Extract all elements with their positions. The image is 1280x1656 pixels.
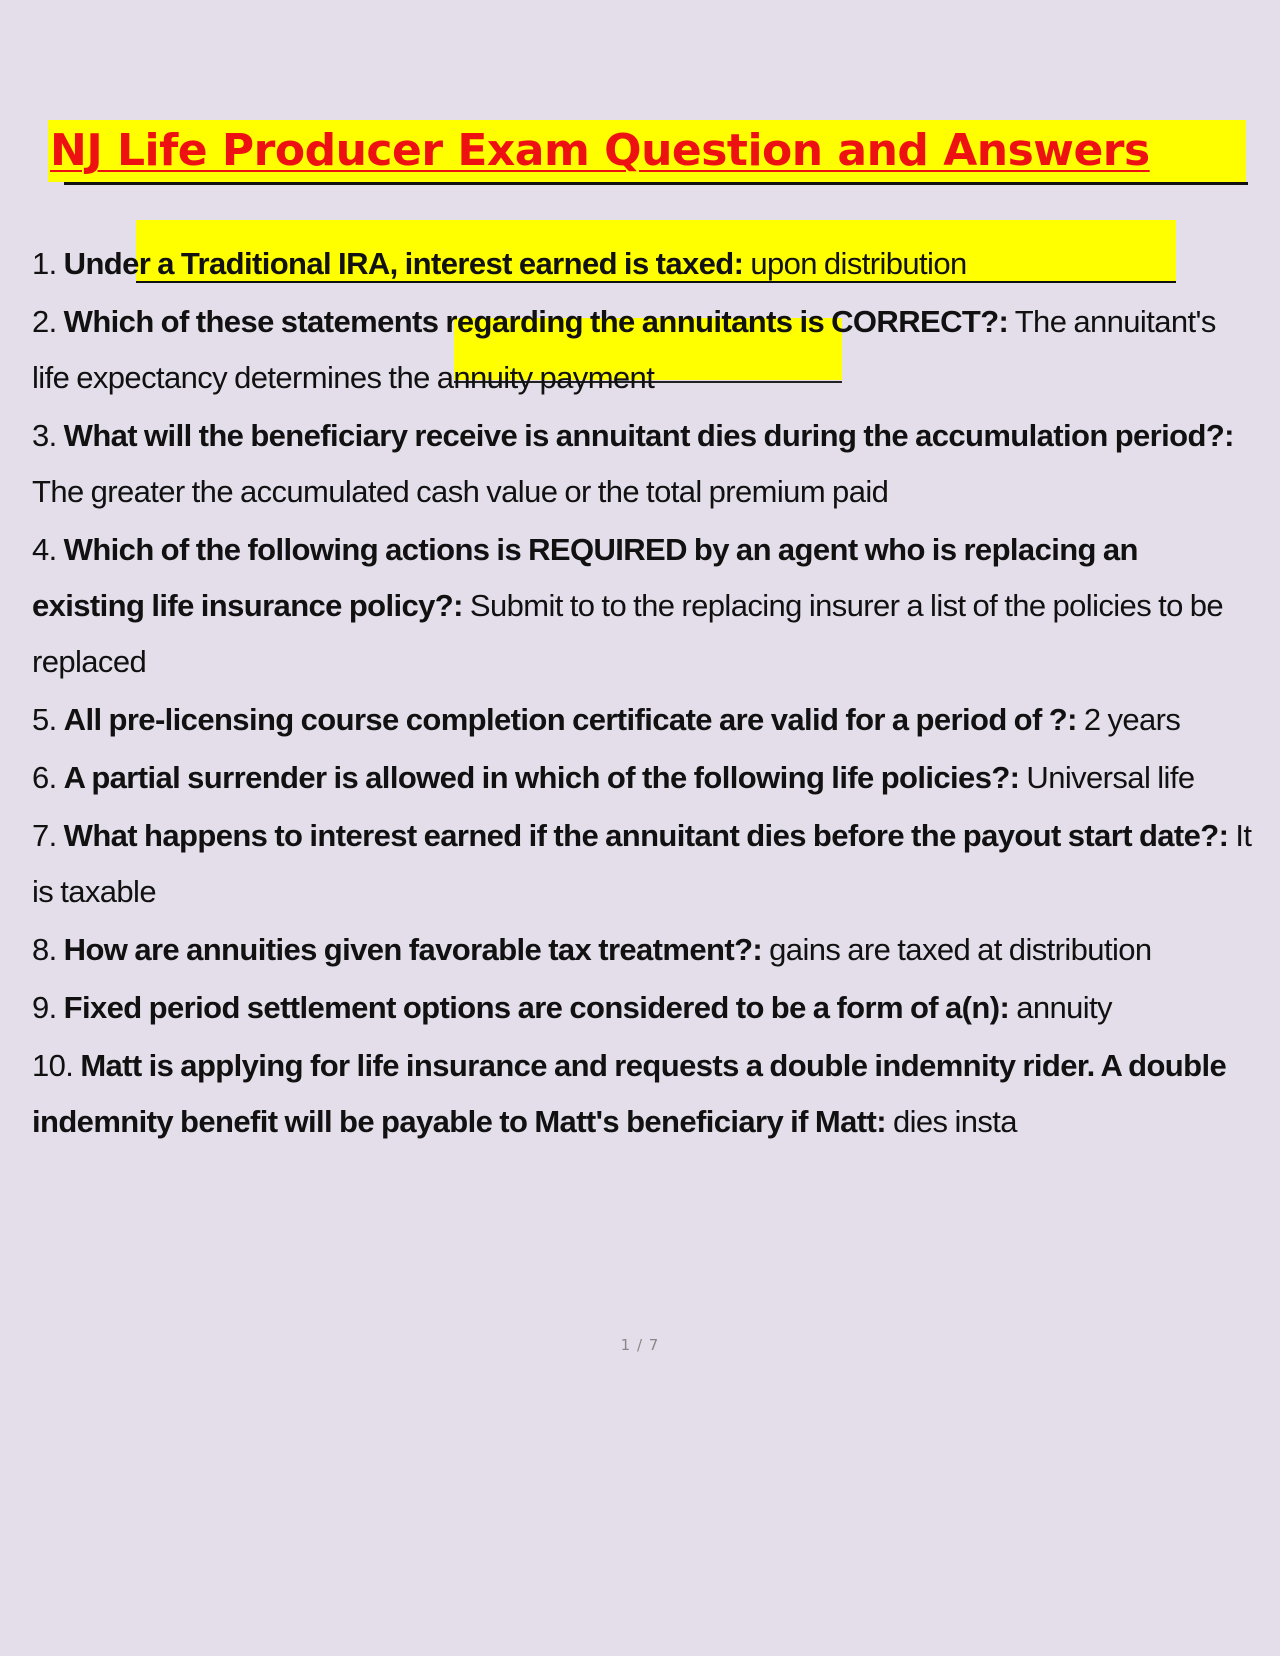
answer-text: gains are taxed at distribution xyxy=(769,932,1152,967)
question-number: 7. xyxy=(32,818,57,853)
question-text: Under a Traditional IRA, interest earned is taxed: xyxy=(63,246,744,281)
question-number: 3. xyxy=(32,418,57,453)
question-text: All pre-licensing course completion certificate are valid for a period of ?: xyxy=(63,702,1077,737)
answer-text: The greater the accumulated cash value or the total premium paid xyxy=(32,474,889,509)
question-item-6 xyxy=(32,750,1252,806)
question-text: A partial surrender is allowed in which of the following life policies?: xyxy=(63,760,1020,795)
answer-text: dies insta xyxy=(892,1104,1017,1139)
answer-text: Submit to to the replacing insurer a list of the policies to be replaced xyxy=(32,588,1224,679)
question-text: What will the beneficiary receive is annuitant dies during the accumulation period?: xyxy=(63,418,1234,453)
answer-text: It is taxable xyxy=(32,818,1252,909)
question-text: How are annuities given favorable tax treatment?: xyxy=(63,932,763,967)
question-text: What happens to interest earned if the annuitant dies before the payout start date?: xyxy=(63,818,1229,853)
question-number: 6. xyxy=(32,760,57,795)
question-item-2 xyxy=(32,294,1252,406)
question-item-10 xyxy=(32,1038,1252,1150)
title-underline-rule xyxy=(64,182,1248,185)
question-item-8 xyxy=(32,922,1252,978)
question-item-3 xyxy=(32,408,1252,520)
answer-text: Universal life xyxy=(1026,760,1195,795)
question-item-5 xyxy=(32,692,1252,748)
question-number: 4. xyxy=(32,532,57,567)
question-item-1 xyxy=(32,236,1252,292)
question-number: 1. xyxy=(32,246,57,281)
answer-text: upon distribution xyxy=(750,246,967,281)
question-number: 5. xyxy=(32,702,57,737)
question-number: 8. xyxy=(32,932,57,967)
question-item-7 xyxy=(32,808,1252,920)
page-title: NJ Life Producer Exam Question and Answers xyxy=(50,125,1150,176)
question-text: Matt is applying for life insurance and requests a double indemnity rider. A double indemnity benefit will be payable to Matt's beneficiary if Matt: xyxy=(32,1048,1227,1139)
question-text: Fixed period settlement options are considered to be a form of a(n): xyxy=(63,990,1010,1025)
question-number: 2. xyxy=(32,304,57,339)
question-text: Which of the following actions is REQUIRED by an agent who is replacing an existing life insurance policy?: xyxy=(32,532,1138,623)
answer-text: The annuitant's life expectancy determines the annuity payment xyxy=(32,304,1216,395)
answer-text: 2 years xyxy=(1083,702,1181,737)
question-item-9 xyxy=(32,980,1252,1036)
page-number: 1 / 7 xyxy=(620,1336,660,1354)
question-text: Which of these statements regarding the annuitants is CORRECT?: xyxy=(63,304,1009,339)
answer-text: annuity xyxy=(1016,990,1112,1025)
question-item-4 xyxy=(32,522,1252,690)
question-number: 9. xyxy=(32,990,57,1025)
question-list xyxy=(32,236,1252,1152)
question-number: 10. xyxy=(32,1048,74,1083)
